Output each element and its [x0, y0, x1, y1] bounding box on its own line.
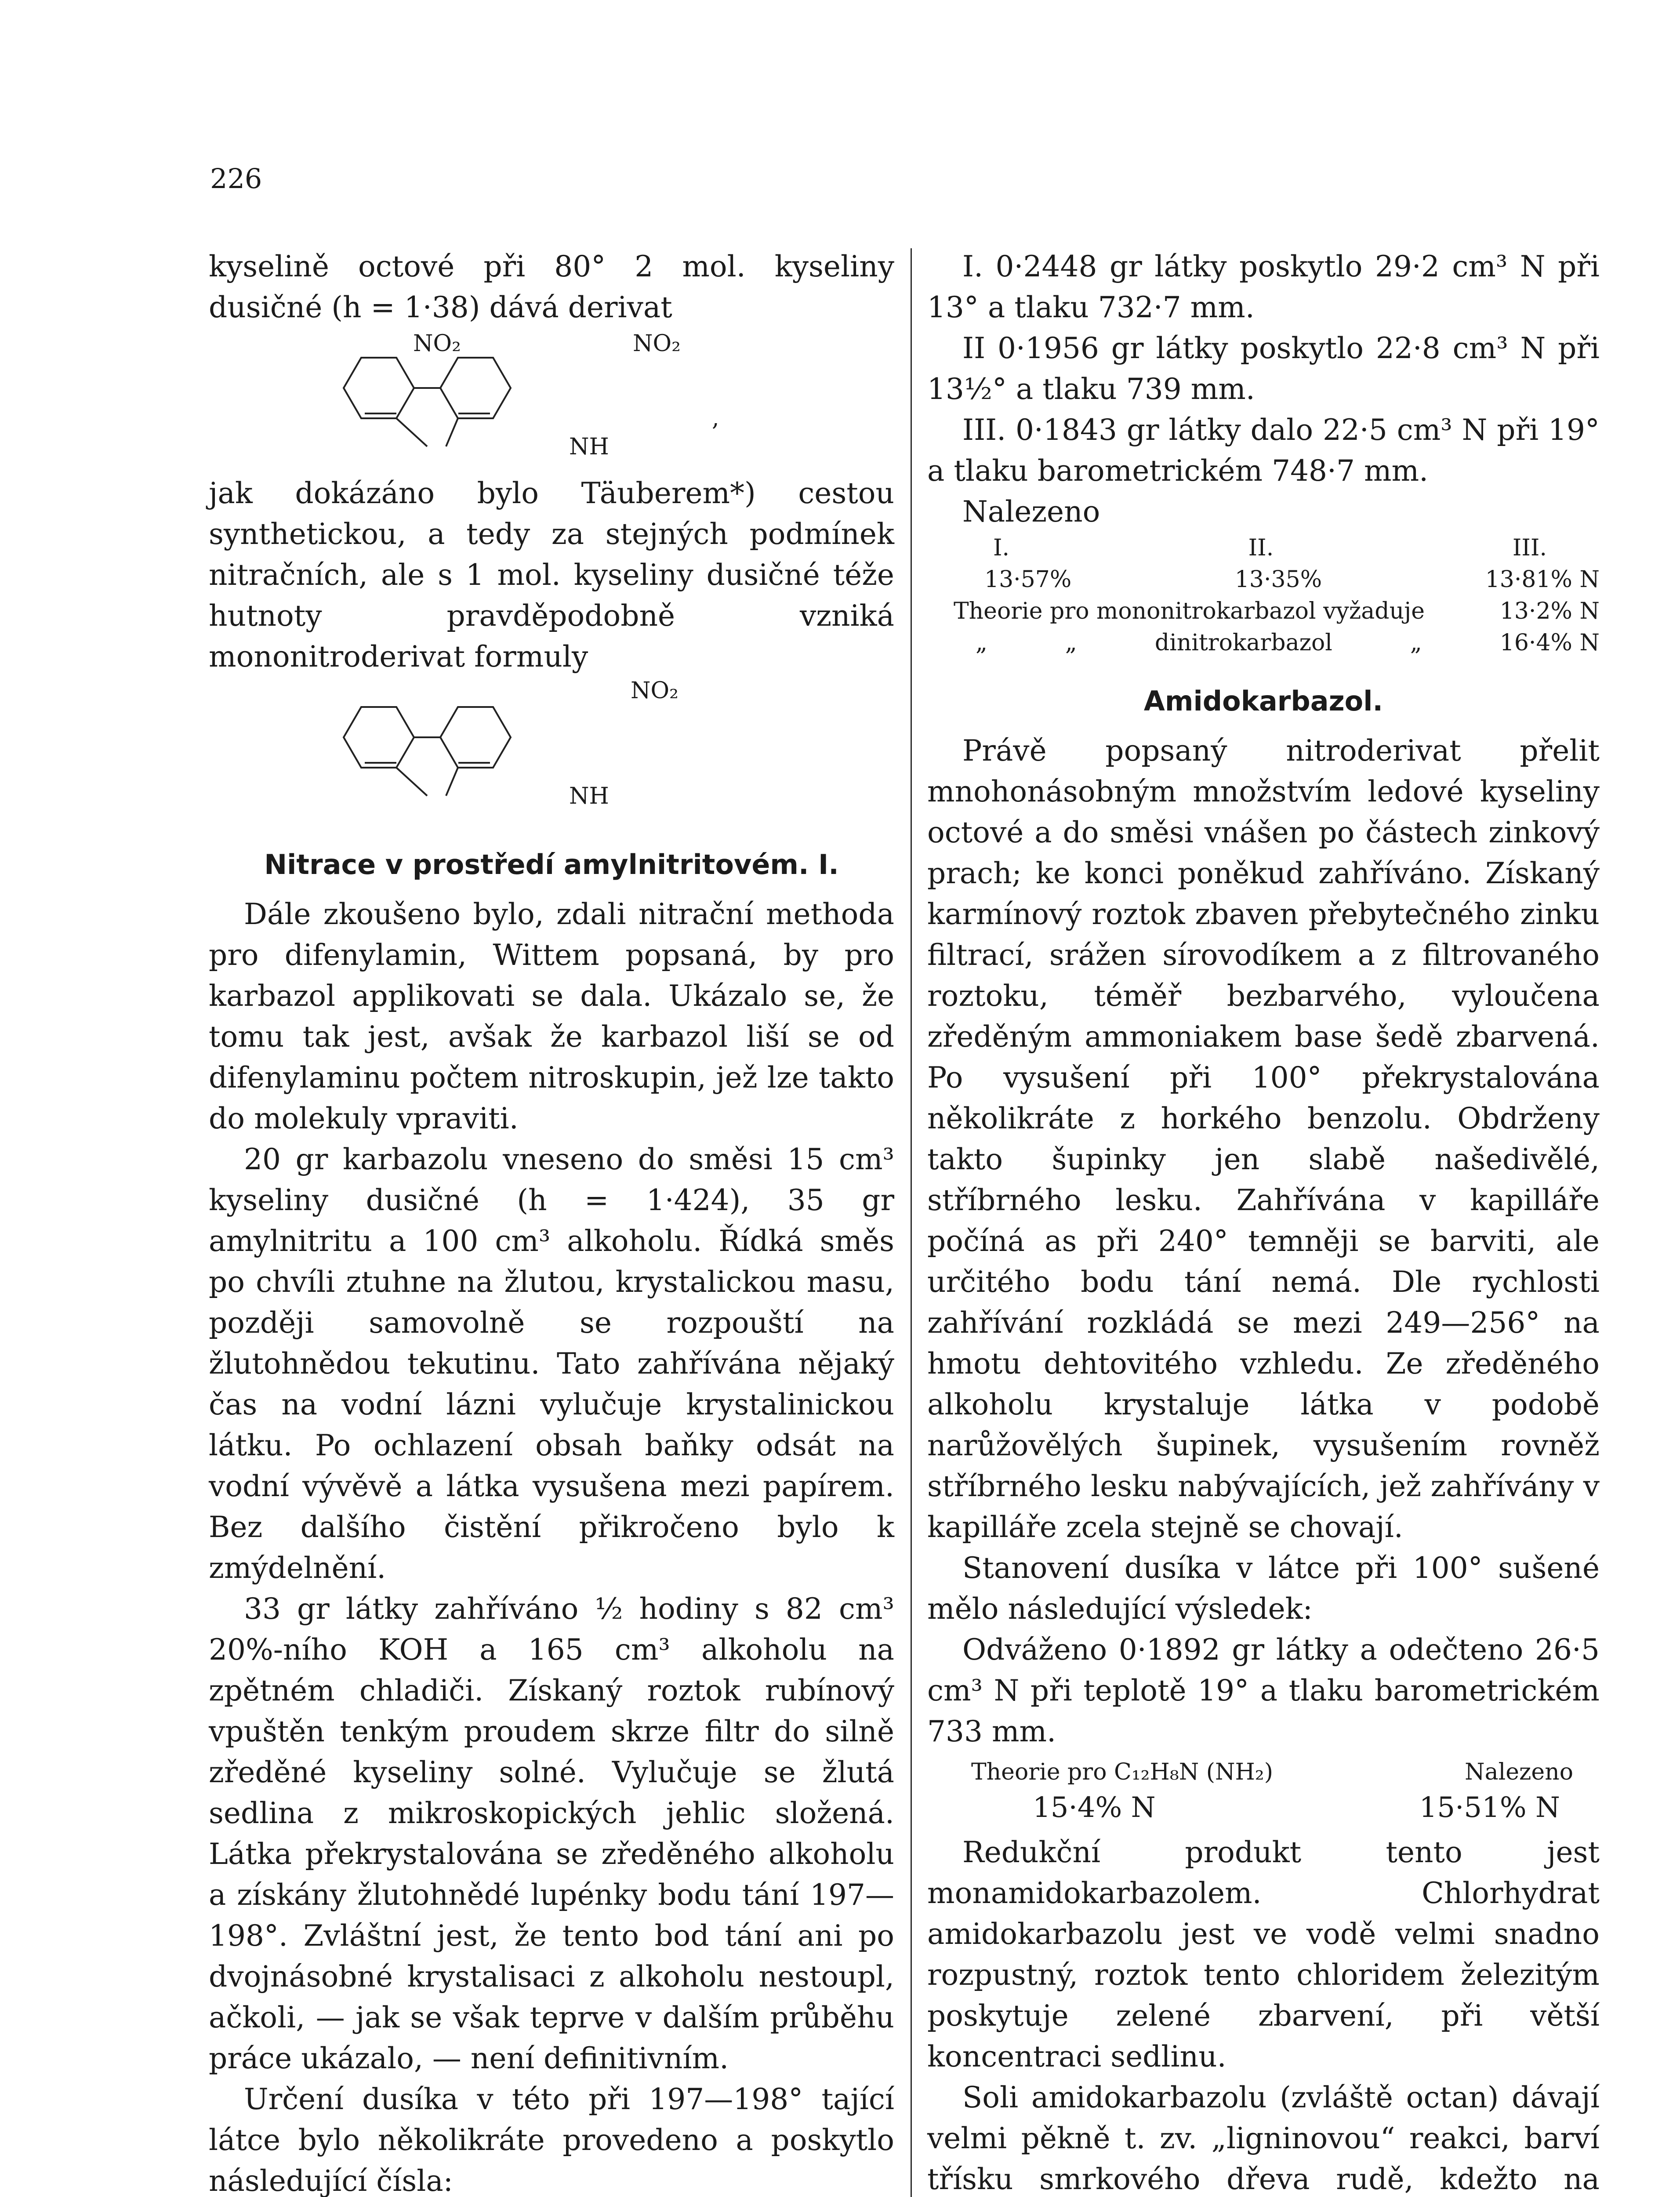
paragraph: Určení dusíka v této při 197—198° tající látce bylo několikráte provedeno a poskytlo následující čísla: [209, 2082, 894, 2197]
no2-left-label: NO₂ [413, 330, 461, 357]
table-cell: 13·35% [1234, 566, 1322, 593]
theory-label: Theorie pro C₁₂H₈N (NH₂) [971, 1759, 1273, 1785]
theory-value: 15·4% N [1033, 1791, 1156, 1824]
column-divider [911, 248, 912, 2197]
table-header: I. [993, 535, 1010, 561]
table-row [927, 627, 1600, 659]
comma: , [712, 405, 719, 431]
amidocarbazole-results [927, 1756, 1600, 1827]
measurement-3: III. 0·1843 gr látky dalo 22·5 cm³ N při 19° a tlaku barometrickém 748·7 mm. [927, 413, 1600, 488]
nh-label: NH [569, 434, 609, 460]
table-row [927, 595, 1600, 627]
table-cell: „ [976, 630, 987, 656]
paragraph: Soli amidokarbazolu (zvláště octan) dávají velmi pěkně t. zv. „ligninovou“ reakci, barví třísku smrkového dřeva rudě, kdežto na [927, 2081, 1600, 2196]
section-heading: Nitrace v prostředí amylnitritovém. I. [264, 848, 839, 881]
carbazole-ring-diagram [209, 677, 560, 822]
no2-label: NO₂ [631, 678, 679, 704]
paragraph: Právě popsaný nitroderivat přelit mnohonásobným množstvím ledové kyseliny octové a do směsi vnášen po částech zinkový prach; ke konci poněkud zahříváno. Získaný karmínový roztok zbaven přebytečného zinku filtrací, srážen sírovodíkem a z filtrovaného roztoku, téměř bezbarvého, vyloučena zředěným ammoniakem base šedě zbarvená. Po vysušení při 100° překrystalována několikráte z horkého benzolu. Obdrženy takto šupinky jen slabě našedivělé, stříbrného lesku. Zahřívána v kapilláře počíná as při 240° temněji se barviti, ale určitého bodu tání nemá. Dle rychlosti zahřívání rozkládá se mezi 249—256° na hmotu dehtovitého vzhledu. Ze zředěného alkoholu krystaluje látka v podobě narůžovělých šupinek, vysušením rovněž stříbrného lesku nabývajících, jež zahřívány v kapilláře zcela stejně se chovají. [927, 734, 1600, 1544]
paragraph: 33 gr látky zahříváno ½ hodiny s 82 cm³ 20%-ního KOH a 165 cm³ alkoholu na zpětném chladiči. Získaný roztok rubínový vpuštěn tenkým proudem skrze filtr do silně zředěné kyseliny solné. Vylučuje se žlutá sedlina z mikroskopických jehlic složená. Látka překrystalována se zředěného alkoholu a získány žlutohnědé lupénky bodu tání 197—198°. Zvláštní jest, že tento bod tání ani po dvojnásobné krystalisaci z alkoholu nestoupl, ačkoli, — jak se však teprve v dalším průběhu práce ukázalo, — není definitivním. [209, 1592, 894, 2075]
table-cell: dinitrokarbazol [1154, 630, 1332, 656]
right-column [927, 246, 1600, 2197]
paragraph: kyselině octové při 80° 2 mol. kyseliny dusičné (h = 1·38) dává derivat [209, 250, 894, 324]
found-label: Nalezeno [1465, 1759, 1573, 1785]
table-cell: Theorie pro mononitrokarbazol vyžaduje [954, 598, 1425, 624]
table-cell: 13·2% N [1499, 598, 1600, 624]
found-label: Nalezeno [962, 495, 1100, 529]
mononitrocarbazole-formula [209, 677, 894, 822]
table-row [927, 1788, 1600, 1827]
dinitrocarbazole-formula [209, 328, 894, 473]
left-column [209, 246, 894, 2197]
paragraph: Odváženo 0·1892 gr látky a odečteno 26·5 cm³ N při teplotě 19° a tlaku barometrickém 733 mm. [927, 1633, 1600, 1748]
paragraph: Stanovení dusíka v látce při 100° sušené mělo následující výsledek: [927, 1551, 1600, 1626]
table-header: II. [1248, 535, 1274, 561]
paragraph: Redukční produkt tento jest monamidokarbazolem. Chlorhydrat amidokarbazolu jest ve vodě velmi snadno rozpustný, roztok tento chloridem železitým poskytuje zelené zbarvení, při větší koncentraci sedlinu. [927, 1835, 1600, 2074]
paragraph: 20 gr karbazolu vneseno do směsi 15 cm³ kyseliny dusičné (h = 1·424), 35 gr amylnitritu a 100 cm³ alkoholu. Řídká směs po chvíli ztuhne na žlutou, krystalickou masu, později samovolně se rozpouští na žlutohnědou tekutinu. Tato zahřívána nějaký čas na vodní lázni vylučuje krystalinickou látku. Po ochlazení obsah baňky odsát na vodní vývěvě a látka vysušena mezi papírem. Bez dalšího čistění přikročeno bylo k zmýdelnění. [209, 1142, 894, 1585]
paragraph: Dále zkoušeno bylo, zdali nitrační methoda pro difenylamin, Wittem popsaná, by pro karbazol applikovati se dala. Ukázalo se, že tomu tak jest, avšak že karbazol liší se od difenylaminu počtem nitroskupin, jež lze takto do molekuly vpraviti. [209, 897, 894, 1135]
section-heading: Amidokarbazol. [1143, 685, 1383, 717]
nh-label: NH [569, 783, 609, 809]
no2-right-label: NO₂ [633, 330, 681, 357]
table-cell: „ [1065, 630, 1077, 656]
table-cell: „ [1410, 630, 1422, 656]
table-row [927, 564, 1600, 595]
table-header-row [927, 532, 1600, 564]
found-value: 15·51% N [1419, 1791, 1560, 1824]
carbazole-ring-diagram [209, 328, 560, 473]
table-cell: 16·4% N [1499, 630, 1600, 656]
table-cell: 13·57% [984, 566, 1072, 593]
paragraph: jak dokázáno bylo Täuberem*) cestou synthetickou, a tedy za stejných podmínek nitračních, ale s 1 mol. kyseliny dusičné téže hutnoty pravděpodobně vzniká mononitroderivat formuly [209, 476, 894, 674]
table-cell: 13·81% N [1485, 566, 1600, 593]
measurement-1: I. 0·2448 gr látky poskytlo 29·2 cm³ N při 13° a tlaku 732·7 mm. [927, 250, 1600, 324]
nitrogen-results-table [927, 532, 1600, 659]
table-header: III. [1512, 535, 1547, 561]
table-header-row [927, 1756, 1600, 1788]
measurement-2: II 0·1956 gr látky poskytlo 22·8 cm³ N při 13½° a tlaku 739 mm. [927, 331, 1600, 406]
page-number: 226 [210, 163, 262, 195]
